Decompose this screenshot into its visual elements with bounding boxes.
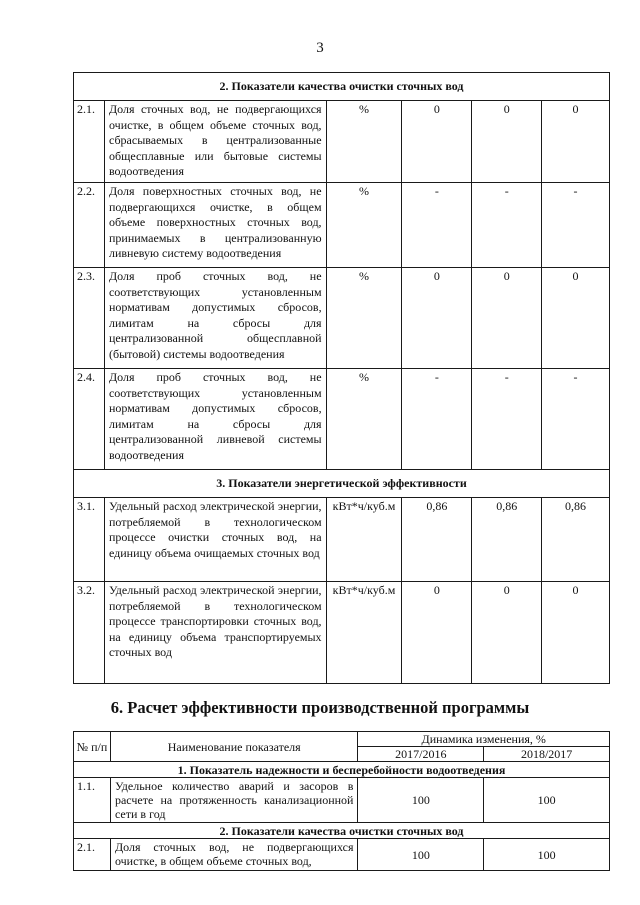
row-number: 2.4. — [74, 369, 105, 470]
table-row — [74, 778, 610, 823]
indicator-name: Доля сточных вод, не подвергающихся очистке, в общем объеме сточных вод, — [110, 839, 358, 871]
value-cell: - — [472, 369, 542, 470]
table-row — [74, 839, 610, 871]
value-cell: 0,86 — [402, 498, 472, 582]
value-cell: 0 — [472, 101, 542, 183]
unit-cell: % — [326, 183, 402, 268]
indicator-name: Удельный расход электрической энергии, потребляемой в технологическом процессе транспортировки сточных вод, на единицу объема транспортируемых сточных вод — [104, 582, 326, 684]
value-cell: 100 — [484, 778, 610, 823]
unit-cell: % — [326, 101, 402, 183]
value-cell: 0 — [402, 101, 472, 183]
table-row — [74, 582, 610, 684]
row-number: 2.2. — [74, 183, 105, 268]
header-year-2: 2018/2017 — [484, 747, 610, 762]
value-cell: 0,86 — [472, 498, 542, 582]
unit-cell: кВт*ч/куб.м — [326, 582, 402, 684]
value-cell: - — [402, 183, 472, 268]
header-number: № п/п — [74, 732, 111, 762]
indicators-table — [73, 72, 610, 684]
table-row — [74, 101, 610, 183]
table-row — [74, 369, 610, 470]
header-dynamics: Динамика изменения, % — [358, 732, 610, 747]
value-cell: 0 — [402, 268, 472, 369]
unit-cell: % — [326, 369, 402, 470]
indicator-name: Доля проб сточных вод, не соответствующих установленным нормативам допустимых сбросов, лимитам на сбросы для централизованной общесплавной (бытовой) системы водоотведения — [104, 268, 326, 369]
row-number: 2.3. — [74, 268, 105, 369]
table-row — [74, 498, 610, 582]
unit-cell: % — [326, 268, 402, 369]
indicator-name: Доля поверхностных сточных вод, не подвергающихся очистке, в общем объеме поверхностных сточных вод, принимаемых в централизованную ливневую систему водоотведения — [104, 183, 326, 268]
header-year-1: 2017/2016 — [358, 747, 484, 762]
efficiency-table — [73, 731, 610, 871]
value-cell: - — [402, 369, 472, 470]
table-row — [74, 183, 610, 268]
value-cell: 0 — [542, 582, 610, 684]
value-cell: - — [472, 183, 542, 268]
indicator-name: Доля проб сточных вод, не соответствующих установленным нормативам допустимых сбросов, лимитам на сбросы для централизованной ливневой системы водоотведения — [104, 369, 326, 470]
value-cell: 0,86 — [542, 498, 610, 582]
value-cell: 100 — [484, 839, 610, 871]
value-cell: 0 — [472, 582, 542, 684]
value-cell: - — [542, 369, 610, 470]
value-cell: 0 — [542, 268, 610, 369]
value-cell: - — [542, 183, 610, 268]
value-cell: 0 — [402, 582, 472, 684]
section-heading: 2. Показатели качества очистки сточных вод — [74, 73, 610, 101]
section-heading: 2. Показатели качества очистки сточных вод — [74, 823, 610, 839]
row-number: 3.1. — [74, 498, 105, 582]
section-heading: 3. Показатели энергетической эффективности — [74, 470, 610, 498]
page-number: 3 — [316, 40, 324, 56]
section-6-heading: 6. Расчет эффективности производственной программы — [110, 698, 530, 717]
indicator-name: Доля сточных вод, не подвергающихся очистке, в общем объеме сточных вод, сбрасываемых в централизованные общесплавные или бытовые системы водоотведения — [104, 101, 326, 183]
section-heading: 1. Показатель надежности и бесперебойности водоотведения — [74, 762, 610, 778]
row-number: 2.1. — [74, 839, 111, 871]
row-number: 3.2. — [74, 582, 105, 684]
value-cell: 0 — [472, 268, 542, 369]
header-indicator-name: Наименование показателя — [110, 732, 358, 762]
value-cell: 0 — [542, 101, 610, 183]
unit-cell: кВт*ч/куб.м — [326, 498, 402, 582]
table-row — [74, 268, 610, 369]
indicator-name: Удельный расход электрической энергии, потребляемой в технологическом процессе очистки сточных вод, на единицу объема очищаемых сточных вод — [104, 498, 326, 582]
row-number: 1.1. — [74, 778, 111, 823]
value-cell: 100 — [358, 778, 484, 823]
indicator-name: Удельное количество аварий и засоров в расчете на протяженность канализационной сети в год — [110, 778, 358, 823]
value-cell: 100 — [358, 839, 484, 871]
row-number: 2.1. — [74, 101, 105, 183]
